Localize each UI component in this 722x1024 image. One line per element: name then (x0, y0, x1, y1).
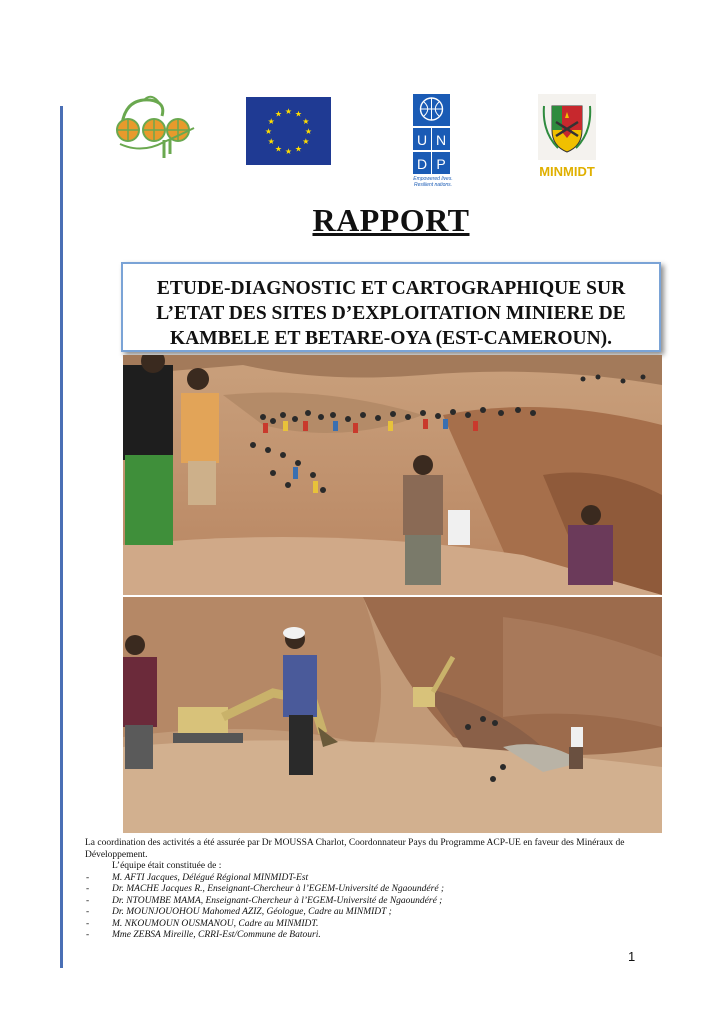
undp-letter-d: D (416, 156, 428, 172)
page-number: 1 (628, 949, 636, 964)
undp-letter-n: N (435, 132, 447, 148)
eu-star-icon: ★ (294, 109, 303, 119)
team-member: - M. NKOUMOUN OUSMANOU, Cadre au MINMIDT. (85, 919, 645, 931)
title-line-2: L’ETAT DES SITES D’EXPLOITATION MINIERE DE (156, 303, 626, 324)
team-list (85, 873, 645, 942)
acp-logo-icon (112, 94, 198, 164)
minmidt-label: MINMIDT (539, 164, 595, 179)
mining-site-photo-bottom (123, 597, 662, 833)
eu-star-icon: ★ (284, 107, 293, 116)
mining-site-photo-top (123, 355, 662, 595)
eu-star-icon: ★ (274, 144, 283, 154)
page-title: RAPPORT (312, 202, 470, 238)
team-member: - Dr. NTOUMBE MAMA, Enseignant-Chercheur à l’EGEM-Université de Ngaoundéré ; (85, 896, 645, 908)
eu-star-icon: ★ (264, 127, 273, 136)
eu-star-icon: ★ (302, 137, 310, 146)
team-intro: L’équipe était constituée de : (112, 861, 222, 871)
eu-star-icon: ★ (284, 147, 293, 156)
eu-star-icon: ★ (274, 109, 283, 119)
eu-star-icon: ★ (267, 137, 275, 146)
report-title-box (121, 262, 661, 352)
title-line-1: ETUDE-DIAGNOSTIC ET CARTOGRAPHIQUE SUR (156, 278, 626, 299)
team-member: - Dr. MOUNJOUOHOU Mahomed AZIZ, Géologue, Cadre au MINMIDT ; (85, 907, 645, 919)
eu-flag-icon (246, 97, 331, 165)
undp-tagline-line2: Resilient nations. (413, 182, 453, 188)
team-member: - Dr. MACHE Jacques R., Enseignant-Chercheur à l’EGEM-Université de Ngaoundéré ; (85, 884, 645, 896)
coordination-note: La coordination des activités a été assurée par Dr MOUSSA Charlot, Coordonnateur Pays du Programme ACP-UE en faveur des Minéraux de Développement. (85, 838, 625, 860)
undp-tagline-line1: Empowered lives. (413, 176, 453, 182)
title-line-3: KAMBELE ET BETARE-OYA (EST-CAMEROUN). (169, 328, 613, 349)
eu-star-icon: ★ (294, 144, 303, 154)
team-member: - Mme ZEBSA Mireille, CRRI-Est/Commune de Batouri. (85, 930, 645, 942)
eu-star-icon: ★ (304, 127, 313, 136)
credits-section (85, 838, 645, 942)
undp-letter-u: U (416, 132, 428, 148)
team-member: - M. AFTI Jacques, Délégué Régional MINMIDT-Est (85, 873, 645, 885)
undp-tagline (405, 176, 461, 188)
eu-star-icon: ★ (267, 117, 275, 126)
eu-star-icon: ★ (302, 117, 310, 126)
undp-letter-p: P (436, 156, 446, 172)
